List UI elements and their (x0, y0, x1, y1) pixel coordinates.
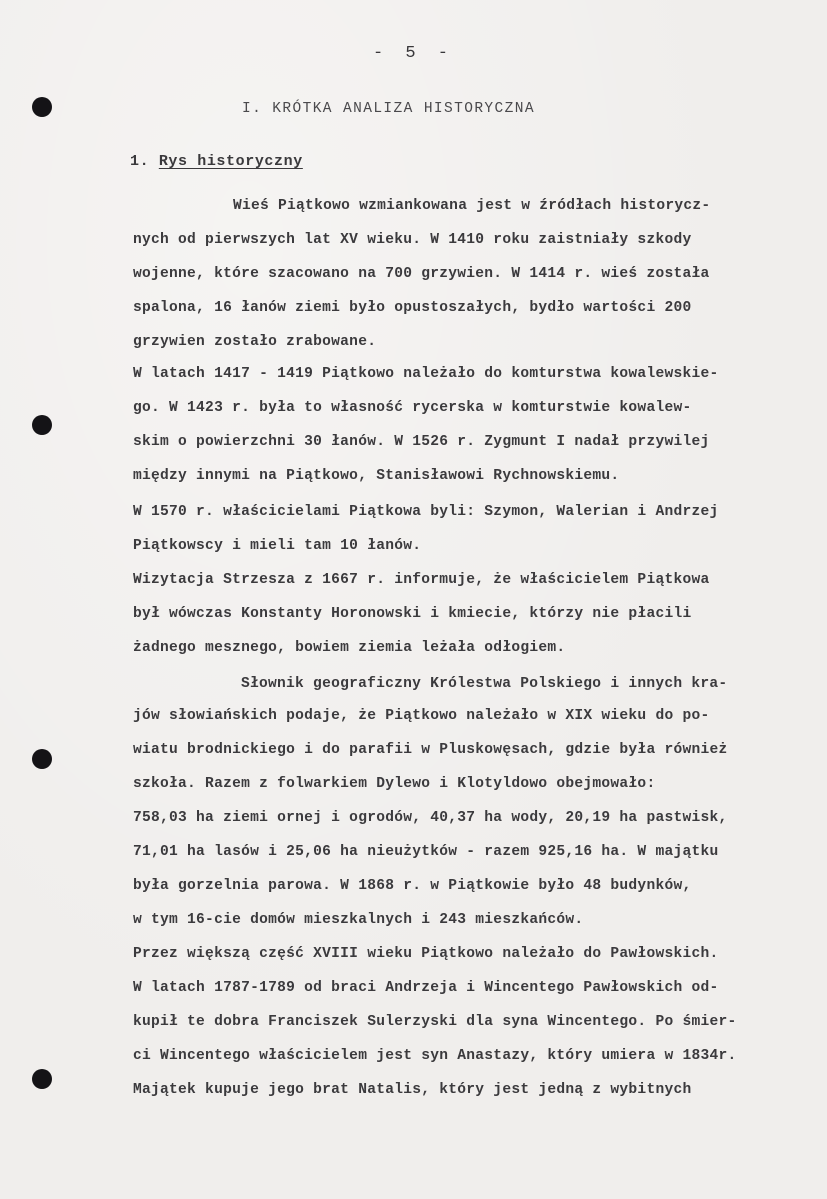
section-title: Rys historyczny (158, 153, 303, 170)
binder-hole (32, 1069, 52, 1089)
text-line: W latach 1417 - 1419 Piątkowo należało do komturstwa kowalewskie- (133, 366, 719, 382)
text-line: Piątkowscy i mieli tam 10 łanów. (133, 538, 422, 554)
text-line: go. W 1423 r. była to własność rycerska w komturstwie kowalew- (133, 400, 692, 416)
text-line: spalona, 16 łanów ziemi było opustoszałych, bydło wartości 200 (133, 300, 692, 316)
text-line: W latach 1787-1789 od braci Andrzeja i Wincentego Pawłowskich od- (133, 980, 719, 996)
binder-hole (32, 749, 52, 769)
page-number: - 5 - (372, 44, 454, 63)
text-line: żadnego mesznego, bowiem ziemia leżała odłogiem. (133, 640, 566, 656)
text-line: kupił te dobra Franciszek Sulerzyski dla syna Wincentego. Po śmier- (133, 1014, 737, 1030)
text-line: ci Wincentego właścicielem jest syn Anastazy, który umiera w 1834r. (133, 1048, 737, 1064)
text-line: 71,01 ha lasów i 25,06 ha nieużytków - razem 925,16 ha. W majątku (133, 844, 719, 860)
chapter-title: I. KRÓTKA ANALIZA HISTORYCZNA (242, 101, 535, 117)
text-line: W 1570 r. właścicielami Piątkowa byli: Szymon, Walerian i Andrzej (133, 504, 719, 520)
text-line: Majątek kupuje jego brat Natalis, który jest jedną z wybitnych (133, 1082, 692, 1098)
text-line: Słownik geograficzny Królestwa Polskiego i innych kra- (241, 676, 728, 692)
text-line: Wieś Piątkowo wzmiankowana jest w źródłach historycz- (233, 198, 711, 214)
text-line: grzywien zostało zrabowane. (133, 334, 377, 350)
text-line: wiatu brodnickiego i do parafii w Pluskowęsach, gdzie była również (133, 742, 728, 758)
text-line: skim o powierzchni 30 łanów. W 1526 r. Zygmunt I nadał przywilej (133, 434, 710, 450)
text-line: 758,03 ha ziemi ornej i ogrodów, 40,37 ha wody, 20,19 ha pastwisk, (133, 810, 728, 826)
binder-hole (32, 97, 52, 117)
text-line: był wówczas Konstanty Horonowski i kmiecie, którzy nie płacili (133, 606, 692, 622)
section-heading (130, 153, 303, 170)
section-number: 1. (130, 153, 150, 170)
binder-hole (32, 415, 52, 435)
text-line: Przez większą część XVIII wieku Piątkowo należało do Pawłowskich. (133, 946, 719, 962)
text-line: jów słowiańskich podaje, że Piątkowo należało w XIX wieku do po- (133, 708, 710, 724)
text-line: szkoła. Razem z folwarkiem Dylewo i Klotyldowo obejmowało: (133, 776, 656, 792)
text-line: Wizytacja Strzesza z 1667 r. informuje, że właścicielem Piątkowa (133, 572, 710, 588)
text-line: wojenne, które szacowano na 700 grzywien. W 1414 r. wieś została (133, 266, 710, 282)
text-line: nych od pierwszych lat XV wieku. W 1410 roku zaistniały szkody (133, 232, 692, 248)
text-line: była gorzelnia parowa. W 1868 r. w Piątkowie było 48 budynków, (133, 878, 692, 894)
text-line: w tym 16-cie domów mieszkalnych i 243 mieszkańców. (133, 912, 584, 928)
text-line: między innymi na Piątkowo, Stanisławowi Rychnowskiemu. (133, 468, 620, 484)
